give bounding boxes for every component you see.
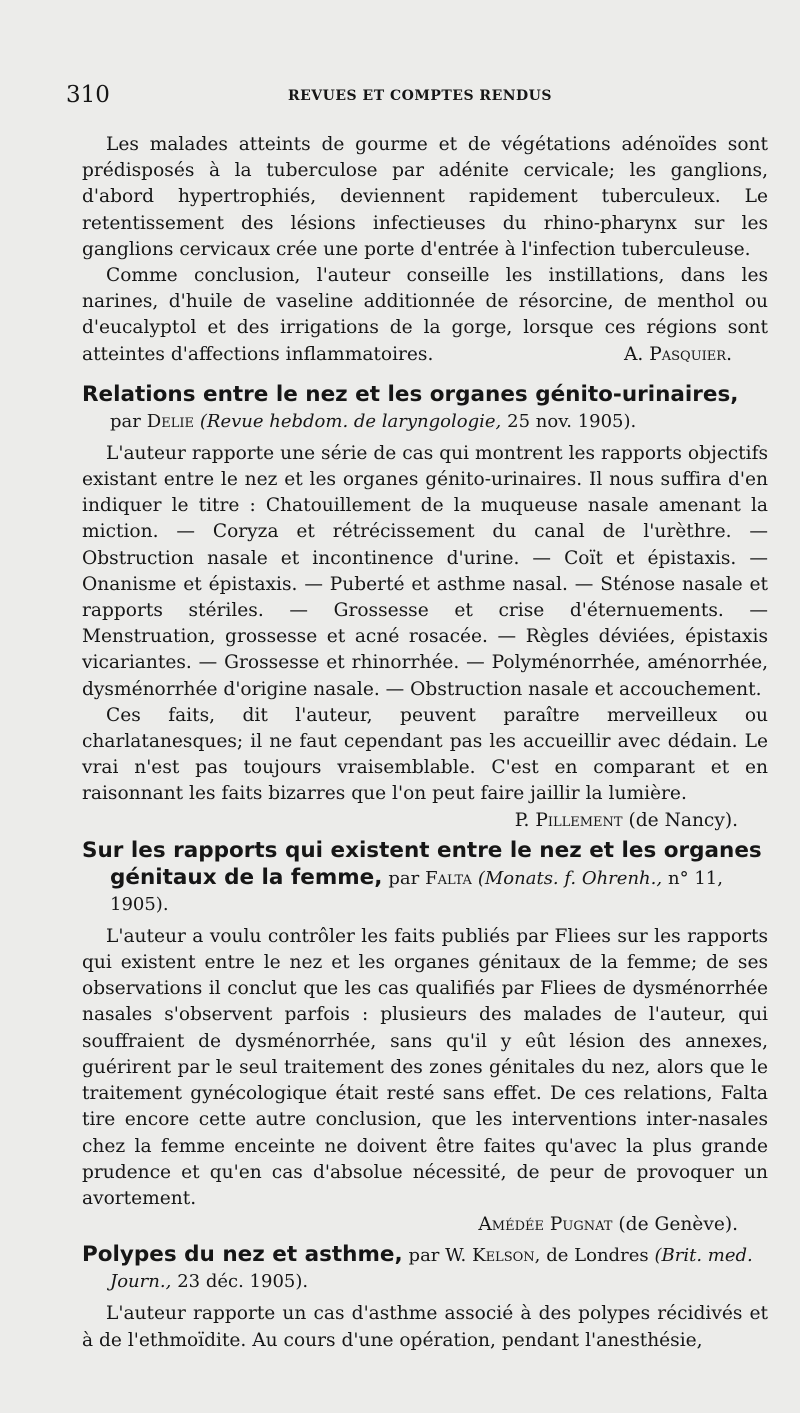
- article-1-paragraph-1: L'auteur rapporte une série de cas qui montrent les rapports objectifs existant entre le nez et les organes génito-urinaires. Il nous suffira d'en indiquer le titre : Chatouillement de la muqueuse nasale amenant la miction. — Coryza et rétrécissement du canal de l'urèthre. — Obstruction nasale et incontinence d'urine. — Coït et épistaxis. — Onanisme et épistaxis. — Puberté et asthme nasal. — Sténose nasale et rapports stériles. — Grossesse et crise d'éternuements. — Menstruation, grossesse et acné rosacée. — Règles déviées, épistaxis vicariantes. — Grossesse et rhinorrhée. — Polyménorrhée, aménorrhée, dysménorrhée d'origine nasale. — Obstruction nasale et accouchement.: [82, 442, 768, 700]
- article-3-by: par W.: [408, 1245, 467, 1267]
- signature-pugnat-place: (de Genève).: [618, 1214, 738, 1236]
- signature-pugnat: Amédée Pugnat: [478, 1214, 613, 1236]
- article-1-heading: [82, 382, 768, 435]
- running-title: REVUES ET COMPTES RENDUS: [288, 88, 552, 104]
- article-2-paragraph-1: L'auteur a voulu contrôler les faits publiés par Fliees sur les rapports qui existent entre le nez et les organes génitaux de la femme; de ses observations il conclut que les cas qualifiés par Fliees de dysménorrhée nasales s'observent parfois : plusieurs des malades de l'auteur, qui souffraient de dysménorrhée, sans qu'il y eût lésion des annexes, guérirent par le seul traitement des zones génitales du nez, alors que le traitement gynécologique était resté sans effet. De ces relations, Falta tire encore cette autre conclusion, que les interventions inter-nasales chez la femme enceinte ne doivent être faites qu'avec la plus grande prudence et qu'en cas d'absolue nécessité, de peur de provoquer un avortement.: [82, 925, 768, 1209]
- article-1-by: par: [110, 410, 141, 432]
- article-2-signature: [82, 1212, 768, 1238]
- intro-paragraph-1: Les malades atteints de gourme et de végétations adénoïdes sont prédisposés à la tuberculose par adénite cervicale; les ganglions, d'abord hypertrophiés, deviennent rapidement tuberculeux. Le retentissement des lésions infectieuses du rhino-pharynx sur les ganglions cervicaux crée une porte d'entrée à l'infection tuberculeuse.: [82, 134, 768, 260]
- article-2-heading: [82, 838, 768, 918]
- article-1-date: 25 nov. 1905).: [507, 410, 637, 432]
- article-1-signature: [82, 808, 768, 834]
- article-2-author: Falta: [425, 867, 472, 889]
- page-number: 310: [66, 82, 110, 108]
- article-2-title: Sur les rapports qui existent entre le nez et les organes génitaux de la femme,: [82, 837, 762, 890]
- article-3-paragraph-1: L'auteur rapporte un cas d'asthme associé à des polypes récidivés et à de l'ethmoïdite. Au cours d'une opération, pendant l'anesthésie,: [82, 1303, 768, 1351]
- article-3-journal: (Brit. med. Journ.,: [110, 1245, 753, 1293]
- intro-paragraph-2: [82, 263, 768, 368]
- article-2-by: par: [388, 867, 420, 889]
- article-2-journal: (Monats. f. Ohrenh.,: [477, 867, 663, 889]
- article-1-author: Delie: [146, 410, 194, 432]
- article-3-title: Polypes du nez et asthme,: [82, 1242, 403, 1268]
- article-1-title: Relations entre le nez et les organes génito-urinaires,: [82, 381, 739, 407]
- signature-pillement-place: (de Nancy).: [628, 809, 738, 831]
- page-body: [82, 132, 768, 1354]
- article-1-journal: (Revue hebdom. de laryngologie,: [199, 410, 502, 432]
- article-3-heading: [82, 1242, 768, 1295]
- article-1-paragraph-2: Ces faits, dit l'auteur, peuvent paraître merveilleux ou charlatanesques; il ne faut cependant pas les accueillir avec dédain. Le vrai n'est pas toujours vraisemblable. C'est en comparant et en raisonnant les faits bizarres que l'on peut faire jaillir la lumière.: [82, 704, 768, 805]
- intro-paragraph-2-text: Comme conclusion, l'auteur conseille les instillations, dans les narines, d'huile de vaseline additionnée de résorcine, de menthol ou d'eucalyptol et des irrigations de la gorge, lorsque ces régions sont atteintes d'affections inflammatoires.: [82, 265, 768, 365]
- signature-pasquier: A. Pasquier.: [624, 343, 732, 365]
- article-2-issue: n° 11, 1905).: [110, 867, 723, 915]
- article-3-date: 23 déc. 1905).: [177, 1271, 309, 1293]
- article-3-place: de Londres: [546, 1245, 649, 1267]
- signature-pillement: P. Pillement: [514, 809, 623, 831]
- article-3-author: Kelson,: [472, 1245, 541, 1267]
